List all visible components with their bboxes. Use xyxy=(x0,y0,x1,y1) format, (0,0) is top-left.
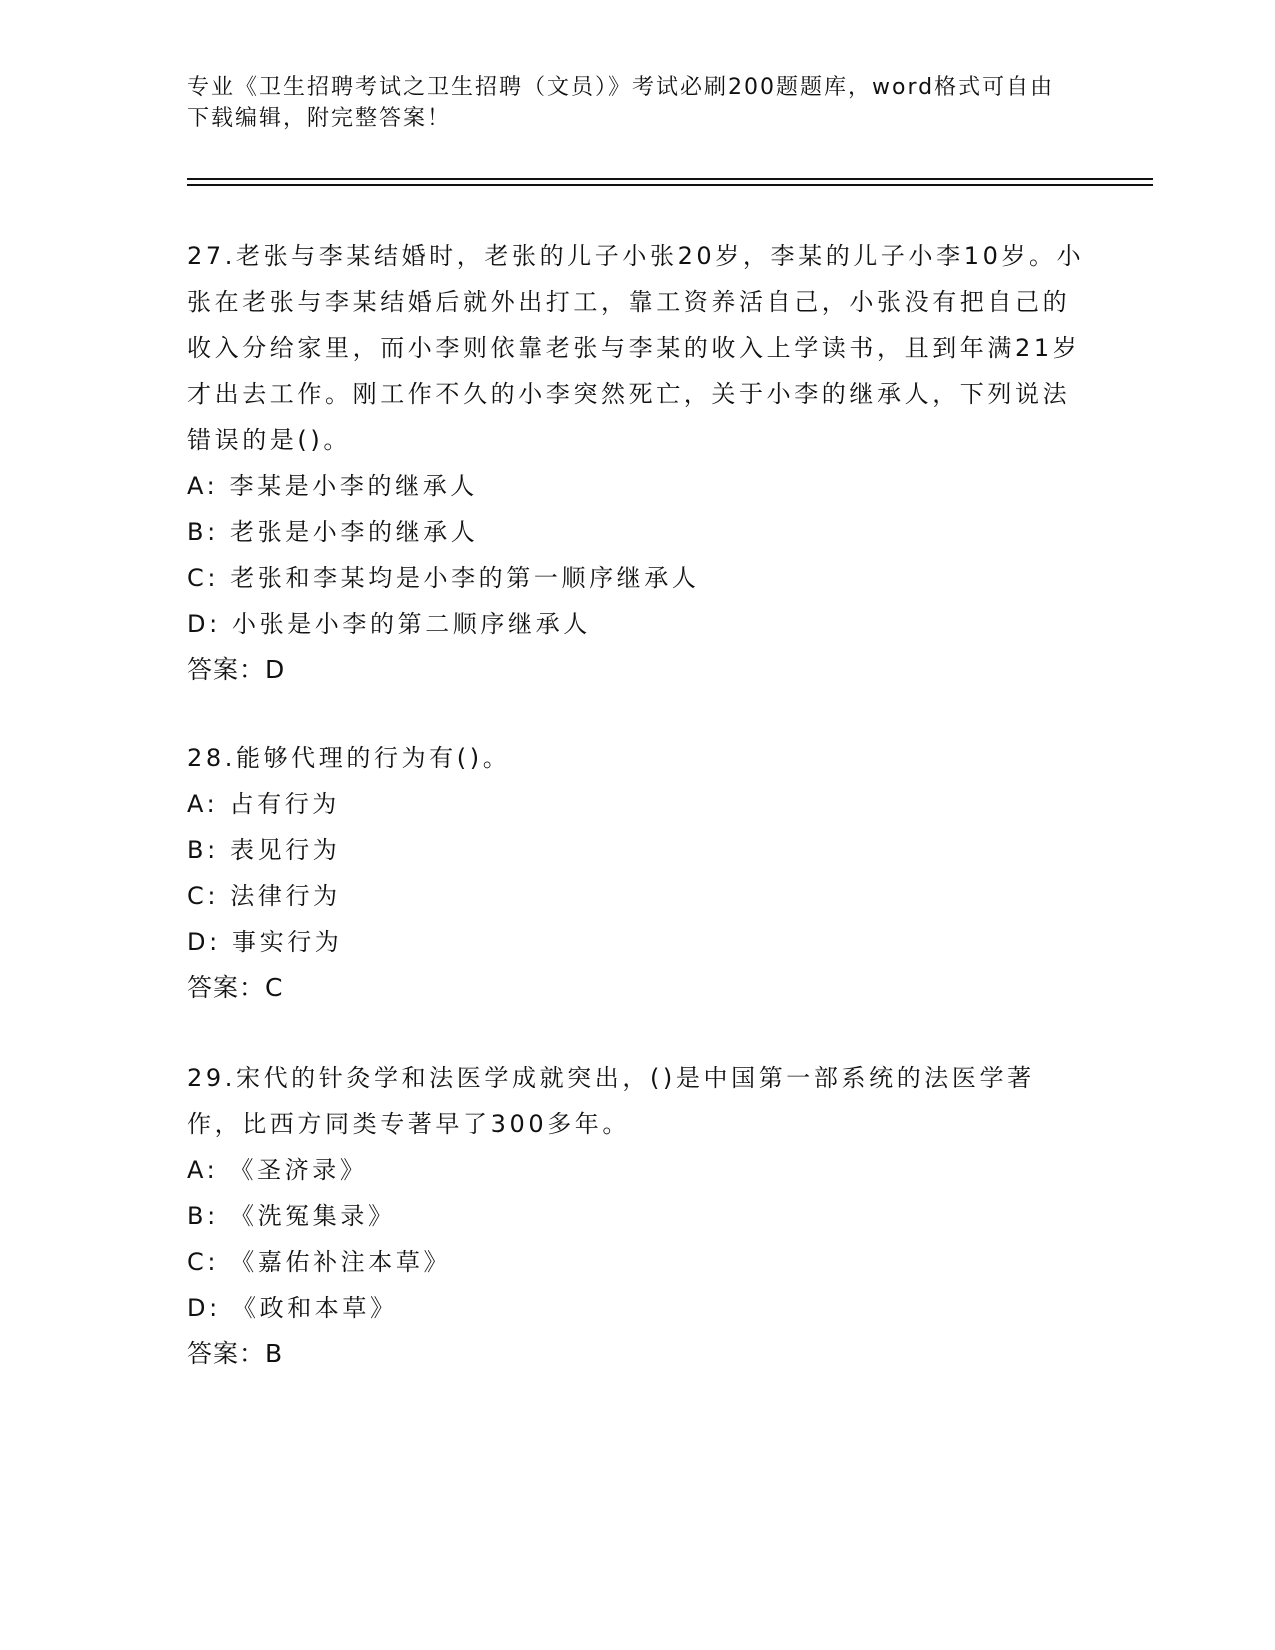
option-c: C: 老张和李某均是小李的第一顺序继承人 xyxy=(187,564,700,592)
question-stem: 29.宋代的针灸学和法医学成就突出，()是中国第一部系统的法医学著作，比西方同类专著早了300多年。 xyxy=(187,1064,1035,1138)
question-28 xyxy=(187,735,1087,1011)
option-b: B: 《洗冤集录》 xyxy=(187,1202,396,1230)
option-a: A: 《圣济录》 xyxy=(187,1156,368,1184)
option-b: B: 表见行为 xyxy=(187,836,341,864)
option-b: B: 老张是小李的继承人 xyxy=(187,518,479,546)
header-divider-bottom xyxy=(187,184,1153,186)
header-divider-top xyxy=(187,178,1153,180)
answer: 答案：D xyxy=(187,655,286,684)
answer: 答案：B xyxy=(187,1339,284,1368)
option-d: D: 事实行为 xyxy=(187,928,343,956)
option-a: A: 占有行为 xyxy=(187,790,340,818)
answer: 答案：C xyxy=(187,973,284,1002)
question-27 xyxy=(187,233,1087,693)
question-stem: 27.老张与李某结婚时，老张的儿子小张20岁，李某的儿子小李10岁。小张在老张与李某结婚后就外出打工，靠工资养活自己，小张没有把自己的收入分给家里，而小李则依靠老张与李某的收入上学读书，且到年满21岁才出去工作。刚工作不久的小李突然死亡，关于小李的继承人，下列说法错误的是()。 xyxy=(187,242,1085,454)
document-header: 专业《卫生招聘考试之卫生招聘（文员）》考试必刷200题题库，word格式可自由下载编辑，附完整答案！ xyxy=(187,75,1055,131)
option-a: A: 李某是小李的继承人 xyxy=(187,472,478,500)
option-d: D: 小张是小李的第二顺序继承人 xyxy=(187,610,591,638)
option-c: C: 《嘉佑补注本草》 xyxy=(187,1248,452,1276)
option-c: C: 法律行为 xyxy=(187,882,341,910)
question-stem: 28.能够代理的行为有()。 xyxy=(187,744,511,772)
option-d: D: 《政和本草》 xyxy=(187,1294,398,1322)
question-29 xyxy=(187,1055,1087,1377)
